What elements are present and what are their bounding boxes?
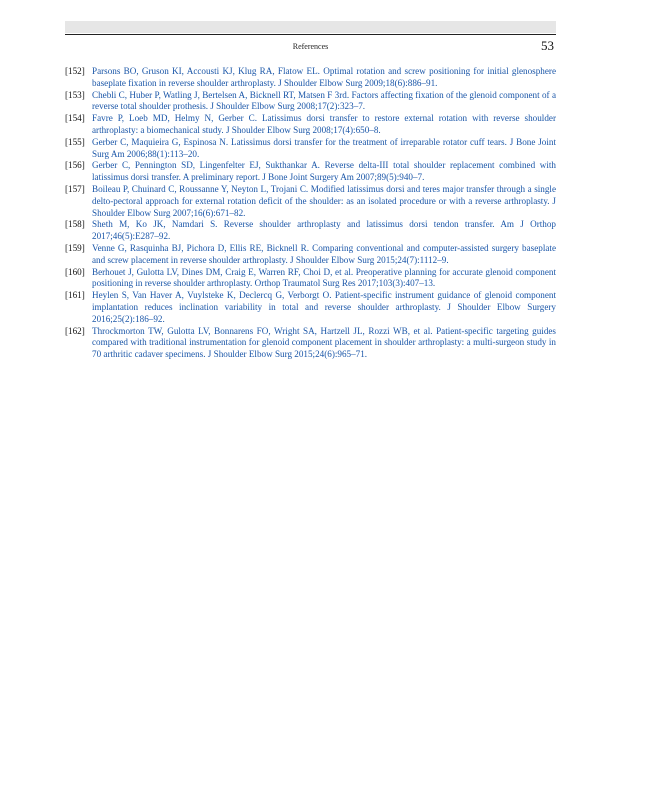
reference-text[interactable]: Gerber C, Pennington SD, Lingenfelter EJ, Sukthankar A. Reverse delta-III total shoulder replacement combined with latissimus dorsi transfer. A preliminary report. J Bone Joint Surgery Am 2007;89(5):940–7. xyxy=(92,160,556,183)
reference-number: [156] xyxy=(65,160,85,171)
reference-item xyxy=(65,326,556,361)
reference-item xyxy=(65,184,556,219)
running-head xyxy=(65,38,556,55)
reference-number: [157] xyxy=(65,183,85,194)
header-band xyxy=(65,21,556,33)
reference-text[interactable]: Venne G, Rasquinha BJ, Pichora D, Ellis RE, Bicknell R. Comparing conventional and computer-assisted surgery baseplate and screw placement in reverse shoulder arthroplasty. J Shoulder Elbow Surg 2015;24(7):1112–9. xyxy=(92,242,556,265)
reference-text[interactable]: Sheth M, Ko JK, Namdari S. Reverse shoulder arthroplasty and latissimus dorsi tendon transfer. Am J Orthop 2017;46(5):E287–92. xyxy=(92,219,556,242)
reference-text[interactable]: Chebli C, Huber P, Watling J, Bertelsen A, Bicknell RT, Matsen F 3rd. Factors affecting fixation of the glenoid component of a reverse total shoulder prothesis. J Shoulder Elbow Surg 2008;17(2):323–7. xyxy=(92,89,556,112)
reference-text[interactable]: Parsons BO, Gruson KI, Accousti KJ, Klug RA, Flatow EL. Optimal rotation and screw positioning for initial glenosphere baseplate fixation in reverse shoulder arthroplasty. J Shoulder Elbow Surg 2009;18(6):886–91. xyxy=(92,66,556,88)
reference-item xyxy=(65,219,556,243)
reference-number: [153] xyxy=(65,89,85,100)
reference-number: [158] xyxy=(65,219,85,230)
reference-text[interactable]: Favre P, Loeb MD, Helmy N, Gerber C. Latissimus dorsi transfer to restore external rotation with reverse shoulder arthroplasty: a biomechanical study. J Shoulder Elbow Surg 2008;17(4):650–8. xyxy=(92,113,556,135)
header-rule xyxy=(65,34,556,35)
reference-list xyxy=(65,66,556,361)
reference-number: [152] xyxy=(65,66,85,76)
page-number: 53 xyxy=(541,38,554,53)
reference-number: [155] xyxy=(65,136,85,147)
reference-item xyxy=(65,290,556,325)
running-title: References xyxy=(292,42,329,51)
reference-text[interactable]: Throckmorton TW, Gulotta LV, Bonnarens FO, Wright SA, Hartzell JL, Rozzi WB, et al. Patient-specific targeting guides compared with traditional instrumentation for glenoid component placement in shoulder arthroplasty: a multi-surgeon study in 70 arthritic cadaver specimens. J Shoulder Elbow Surg 2015;24(6):965–71. xyxy=(92,325,556,360)
reference-item xyxy=(65,66,556,90)
reference-text[interactable]: Heylen S, Van Haver A, Vuylsteke K, Declercq G, Verborgt O. Patient-specific instrument guidance of glenoid component implantation reduces inclination variability in total and reverse shoulder arthroplasty. J Shoulder Elbow Surgery 2016;25(2):186–92. xyxy=(92,290,556,324)
reference-number: [159] xyxy=(65,242,85,253)
reference-item xyxy=(65,267,556,291)
reference-text[interactable]: Boileau P, Chuinard C, Roussanne Y, Neyton L, Trojani C. Modified latissimus dorsi and teres major transfer through a single delto-pectoral approach for external rotation deficit of the shoulder: as an isolated procedure or with a reverse arthroplasty. J Shoulder Elbow Surg 2007;16(6):671–82. xyxy=(92,183,556,218)
reference-item xyxy=(65,160,556,184)
reference-number: [161] xyxy=(65,290,85,301)
reference-item xyxy=(65,113,556,137)
reference-item xyxy=(65,90,556,114)
reference-number: [160] xyxy=(65,266,85,277)
reference-text[interactable]: Berhouet J, Gulotta LV, Dines DM, Craig E, Warren RF, Choi D, et al. Preoperative planning for accurate glenoid component positioning in reverse shoulder arthroplasty. Orthop Traumatol Surg Res 2017;103(3):407–13. xyxy=(92,266,556,289)
reference-item xyxy=(65,137,556,161)
reference-text[interactable]: Gerber C, Maquieira G, Espinosa N. Latissimus dorsi transfer for the treatment of irreparable rotator cuff tears. J Bone Joint Surg Am 2006;88(1):113–20. xyxy=(92,136,556,159)
reference-number: [162] xyxy=(65,325,85,336)
reference-number: [154] xyxy=(65,113,85,124)
reference-item xyxy=(65,243,556,267)
